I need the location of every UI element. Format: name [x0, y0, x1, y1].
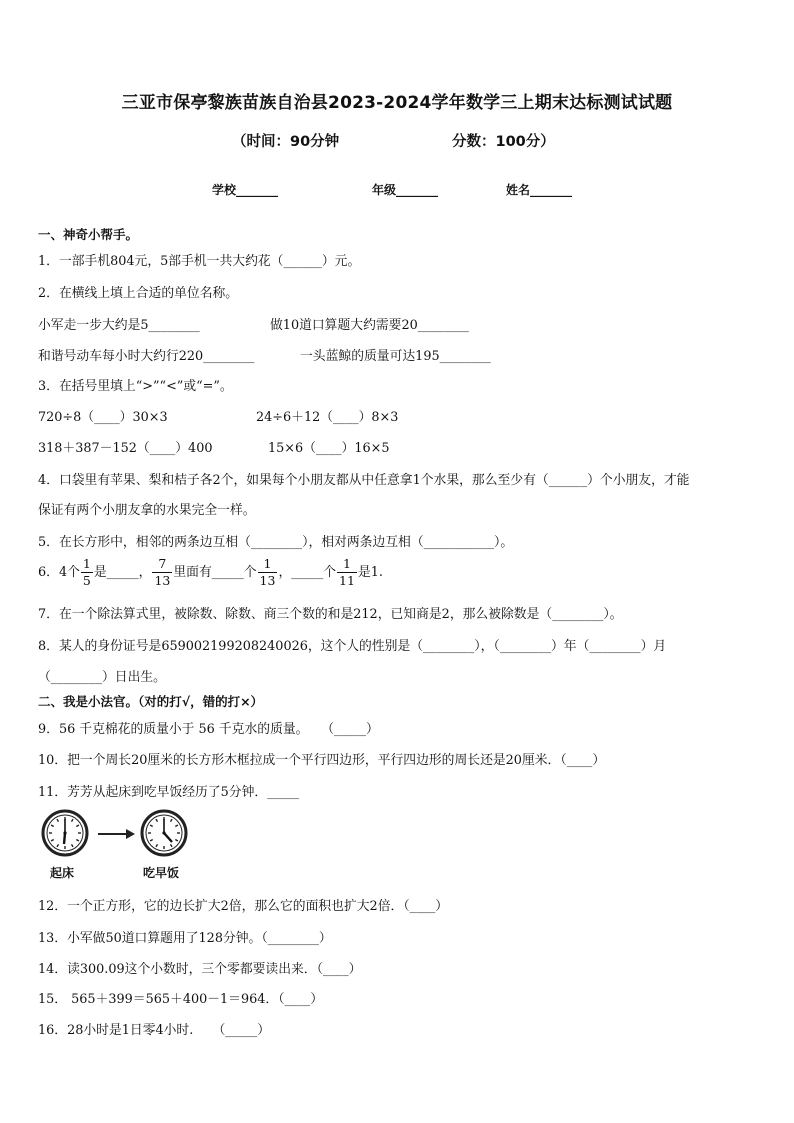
question-3a: 720÷8（____）30×3 — [38, 410, 168, 425]
question-7: 7．在一个除法算式里，被除数、除数、商三个数的和是212，已知商是2，那么被除数是（________）。 — [38, 607, 623, 622]
grade-field: 年级_______ — [372, 183, 439, 197]
question-3d: 15×6（____）16×5 — [268, 441, 390, 456]
exam-time: （时间：90分钟 — [232, 134, 340, 150]
section-1-title: 一、神奇小帮手。 — [38, 227, 139, 242]
fraction-7-13: $\frac{7}{13}$ — [154, 556, 171, 588]
fraction-1-11: $\frac{1}{11}$ — [339, 556, 355, 588]
question-3b: 24÷6＋12（____）8×3 — [256, 410, 399, 425]
question-4-line-1: 4．口袋里有苹果、梨和桔子各2个，如果每个小朋友都从中任意拿1个水果，那么至少有（______）个小朋友，才能 — [38, 473, 690, 488]
clock-illustration — [38, 808, 198, 858]
question-15: 15． 565＋399＝565＋400－1＝964．（____） — [38, 992, 323, 1007]
question-2d: 一头蓝鲸的质量可达195________ — [300, 349, 491, 364]
question-1: 1．一部手机804元，5部手机一共大约花（______）元。 — [38, 254, 361, 269]
arrow-right-icon — [98, 829, 135, 839]
exam-score: 分数：100分） — [452, 134, 555, 150]
question-16: 16．28小时是1日零4小时. （_____） — [38, 1023, 271, 1038]
question-6-part-4: ，_____个 — [278, 565, 337, 580]
question-8-line-2: （________）日出生。 — [38, 670, 166, 685]
wake-up-clock-icon — [43, 811, 87, 855]
question-14: 14．读300.09这个小数时，三个零都要读出来．（____） — [38, 962, 362, 977]
breakfast-label: 吃早饭 — [143, 866, 180, 880]
question-6-part-1: 6．4个 — [38, 565, 80, 580]
question-10: 10．把一个周长20厘米的长方形木框拉成一个平行四边形，平行四边形的周长还是20厘米．（____） — [38, 753, 606, 768]
page-title: 三亚市保亭黎族苗族自治县2023-2024学年数学三上期末达标测试试题 — [121, 93, 673, 113]
wake-up-label: 起床 — [50, 866, 75, 880]
question-6-part-5: 是1. — [357, 565, 383, 580]
question-2b: 做10道口算题大约需要20________ — [270, 318, 469, 333]
question-11: 11．芳芳从起床到吃早饭经历了5分钟．_____ — [38, 785, 300, 800]
school-field: 学校_______ — [212, 183, 279, 197]
question-8-line-1: 8．某人的身份证号是659002199208240026，这个人的性别是（________），（________）年（________）月 — [38, 639, 667, 654]
fraction-1-13: $\frac{1}{13}$ — [259, 556, 276, 588]
question-6 — [38, 554, 383, 592]
question-3: 3．在括号里填上“>”“<”或“=”。 — [38, 379, 233, 394]
question-2c: 和谐号动车每小时大约行220________ — [38, 349, 255, 364]
question-9: 9．56 千克棉花的质量小于 56 千克水的质量。 （_____） — [38, 722, 379, 737]
question-12: 12．一个正方形，它的边长扩大2倍，那么它的面积也扩大2倍．（____） — [38, 899, 449, 914]
question-4-line-2: 保证有两个小朋友拿的水果完全一样。 — [38, 503, 256, 518]
question-2: 2．在横线上填上合适的单位名称。 — [38, 286, 239, 301]
question-6-part-2: 是_____， — [93, 565, 152, 580]
breakfast-clock-icon — [142, 811, 186, 855]
question-5: 5．在长方形中，相邻的两条边互相（________），相对两条边互相（___________）。 — [38, 535, 514, 550]
section-2-title: 二、我是小法官。（对的打√，错的打×） — [38, 694, 264, 709]
question-3c: 318＋387－152（____）400 — [38, 441, 213, 456]
fraction-1-5: $\frac{1}{5}$ — [82, 556, 91, 588]
question-2a: 小军走一步大约是5________ — [38, 318, 200, 333]
question-6-part-3: 里面有_____个 — [173, 565, 257, 580]
question-13: 13．小军做50道口算题用了128分钟。（________） — [38, 931, 332, 946]
name-field: 姓名_______ — [506, 183, 573, 197]
